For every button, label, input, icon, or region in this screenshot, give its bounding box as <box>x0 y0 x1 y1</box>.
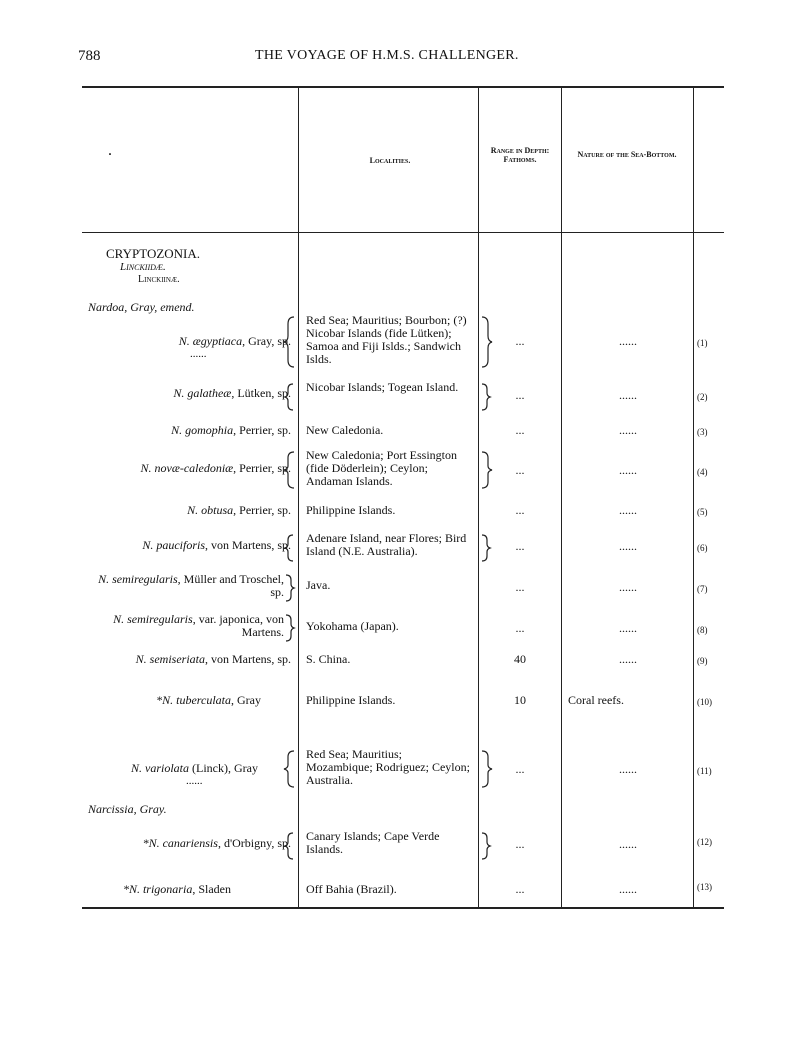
localities-cell: Adenare Island, near Flores; Bird Island (N.E. Australia). <box>306 531 467 558</box>
species-author: , Gray <box>231 693 261 707</box>
depth-cell: ... <box>515 882 525 896</box>
species-extra: ...... <box>190 348 207 360</box>
localities-cell: Red Sea; Mauritius; Mozambique; Rodriguez; Ceylon; Australia. <box>306 747 470 787</box>
species-name: *N. canariensis <box>142 836 218 850</box>
species-name: N. obtusa <box>187 503 234 517</box>
bottom-cell: ...... <box>619 652 637 666</box>
species-author: , d'Orbigny, sp. <box>217 836 291 850</box>
localities-cell: Java. <box>306 578 331 592</box>
note-marker: (4) <box>697 467 708 477</box>
species-author: , Perrier, sp. <box>233 461 291 475</box>
depth-cell: ... <box>515 580 525 594</box>
localities-cell: S. China. <box>306 652 351 666</box>
localities-cell: Nicobar Islands; Togean Island. <box>306 380 459 394</box>
depth-cell: ... <box>515 388 525 402</box>
depth-cell: ... <box>515 463 525 477</box>
bottom-cell: ...... <box>619 463 637 477</box>
note-marker: (10) <box>697 697 712 707</box>
note-marker: (6) <box>697 543 708 553</box>
species-column-header: · <box>107 147 112 161</box>
species-name: N. semiregularis <box>98 572 178 586</box>
species-author: , von Martens, sp. <box>205 652 291 666</box>
species-author: , Müller and Troschel, sp. <box>177 572 284 599</box>
species-name: *N. trigonaria <box>122 882 193 896</box>
column-divider-1 <box>298 86 299 908</box>
note-marker: (7) <box>697 584 708 594</box>
table-bottom-rule <box>82 907 724 909</box>
bottom-cell: ...... <box>619 423 637 437</box>
note-marker: (11) <box>697 766 712 776</box>
bottom-column-header: Nature of the Sea-Bottom. <box>577 150 677 159</box>
species-name: N. semiregularis <box>113 612 193 626</box>
right-brace-icon <box>286 575 294 601</box>
species-extra: ...... <box>186 775 203 787</box>
localities-cell: Philippine Islands. <box>306 693 396 707</box>
localities-cell: New Caledonia; Port Essington (fide Döderlein); Ceylon; Andaman Islands. <box>306 448 457 488</box>
column-divider-3 <box>561 86 562 908</box>
column-divider-2 <box>478 86 479 908</box>
note-marker: (9) <box>697 656 708 666</box>
left-brace-icon <box>284 751 294 787</box>
bottom-cell: ...... <box>619 388 637 402</box>
bottom-cell: ...... <box>619 580 637 594</box>
genus-heading: Nardoa, Gray, emend. <box>88 300 195 314</box>
bottom-cell: ...... <box>619 503 637 517</box>
family-heading: Linckiidæ. <box>120 261 166 273</box>
running-head: THE VOYAGE OF H.M.S. CHALLENGER. <box>255 48 519 63</box>
depth-cell: ... <box>515 503 525 517</box>
species-author: , Perrier, sp. <box>233 503 291 517</box>
localities-cell: Red Sea; Mauritius; Bourbon; (?) Nicobar Islands (fide Lütken); Samoa and Fiji Islds.; Sandwich Islds. <box>306 313 467 366</box>
localities-cell: Canary Islands; Cape Verde Islands. <box>306 829 440 856</box>
page-number: 788 <box>78 48 101 64</box>
bottom-cell: ...... <box>619 882 637 896</box>
species-author: , Gray, sp. <box>242 334 291 348</box>
bottom-cell: Coral reefs. <box>568 693 624 707</box>
species-author: , Sladen <box>192 882 231 896</box>
species-name: N. pauciforis <box>142 538 205 552</box>
table-top-rule <box>82 86 724 88</box>
depth-cell: 40 <box>514 652 526 666</box>
species-name: N. novæ-caledoniæ <box>140 461 234 475</box>
species-author: (Linck), Gray <box>189 761 258 775</box>
depth-cell: ... <box>515 539 525 553</box>
localities-column-header: Localities. <box>369 156 411 165</box>
column-divider-4 <box>693 86 694 908</box>
depth-cell: 10 <box>514 693 526 707</box>
species-name: N. galatheæ <box>173 386 232 400</box>
localities-cell: Philippine Islands. <box>306 503 396 517</box>
depth-column-header: Range in Depth: Fathoms. <box>490 146 550 164</box>
note-marker: (5) <box>697 507 708 517</box>
species-name: *N. tuberculata <box>156 693 231 707</box>
species-author: , var. japonica, von Martens. <box>192 612 284 639</box>
species-author: , Perrier, sp. <box>233 423 291 437</box>
bottom-cell: ...... <box>619 539 637 553</box>
subfamily-heading: Linckiinæ. <box>138 274 180 285</box>
bottom-cell: ...... <box>619 762 637 776</box>
depth-cell: ... <box>515 762 525 776</box>
bottom-cell: ...... <box>619 837 637 851</box>
species-author: , von Martens, sp. <box>205 538 291 552</box>
species-name: N. variolata <box>131 761 190 775</box>
note-marker: (8) <box>697 625 708 635</box>
bottom-cell: ...... <box>619 621 637 635</box>
header-bottom-rule <box>82 232 724 233</box>
depth-cell: ... <box>515 837 525 851</box>
species-author: , Lütken, sp. <box>231 386 291 400</box>
depth-cell: ... <box>515 423 525 437</box>
localities-cell: Off Bahia (Brazil). <box>306 882 397 896</box>
genus-heading: Narcissia, Gray. <box>88 802 167 816</box>
species-name: N. gomophia <box>171 423 234 437</box>
note-marker: (13) <box>697 882 712 892</box>
depth-cell: ... <box>515 621 525 635</box>
species-name: N. ægyptiaca <box>178 334 243 348</box>
order-heading: CRYPTOZONIA. <box>106 246 201 261</box>
note-marker: (12) <box>697 837 712 847</box>
note-marker: (3) <box>697 427 708 437</box>
localities-cell: Yokohama (Japan). <box>306 619 399 633</box>
note-marker: (1) <box>697 338 708 348</box>
species-name: N. semiseriata <box>135 652 205 666</box>
right-brace-icon <box>286 615 294 641</box>
note-marker: (2) <box>697 392 708 402</box>
localities-cell: New Caledonia. <box>306 423 384 437</box>
depth-cell: ... <box>515 334 525 348</box>
bottom-cell: ...... <box>619 334 637 348</box>
